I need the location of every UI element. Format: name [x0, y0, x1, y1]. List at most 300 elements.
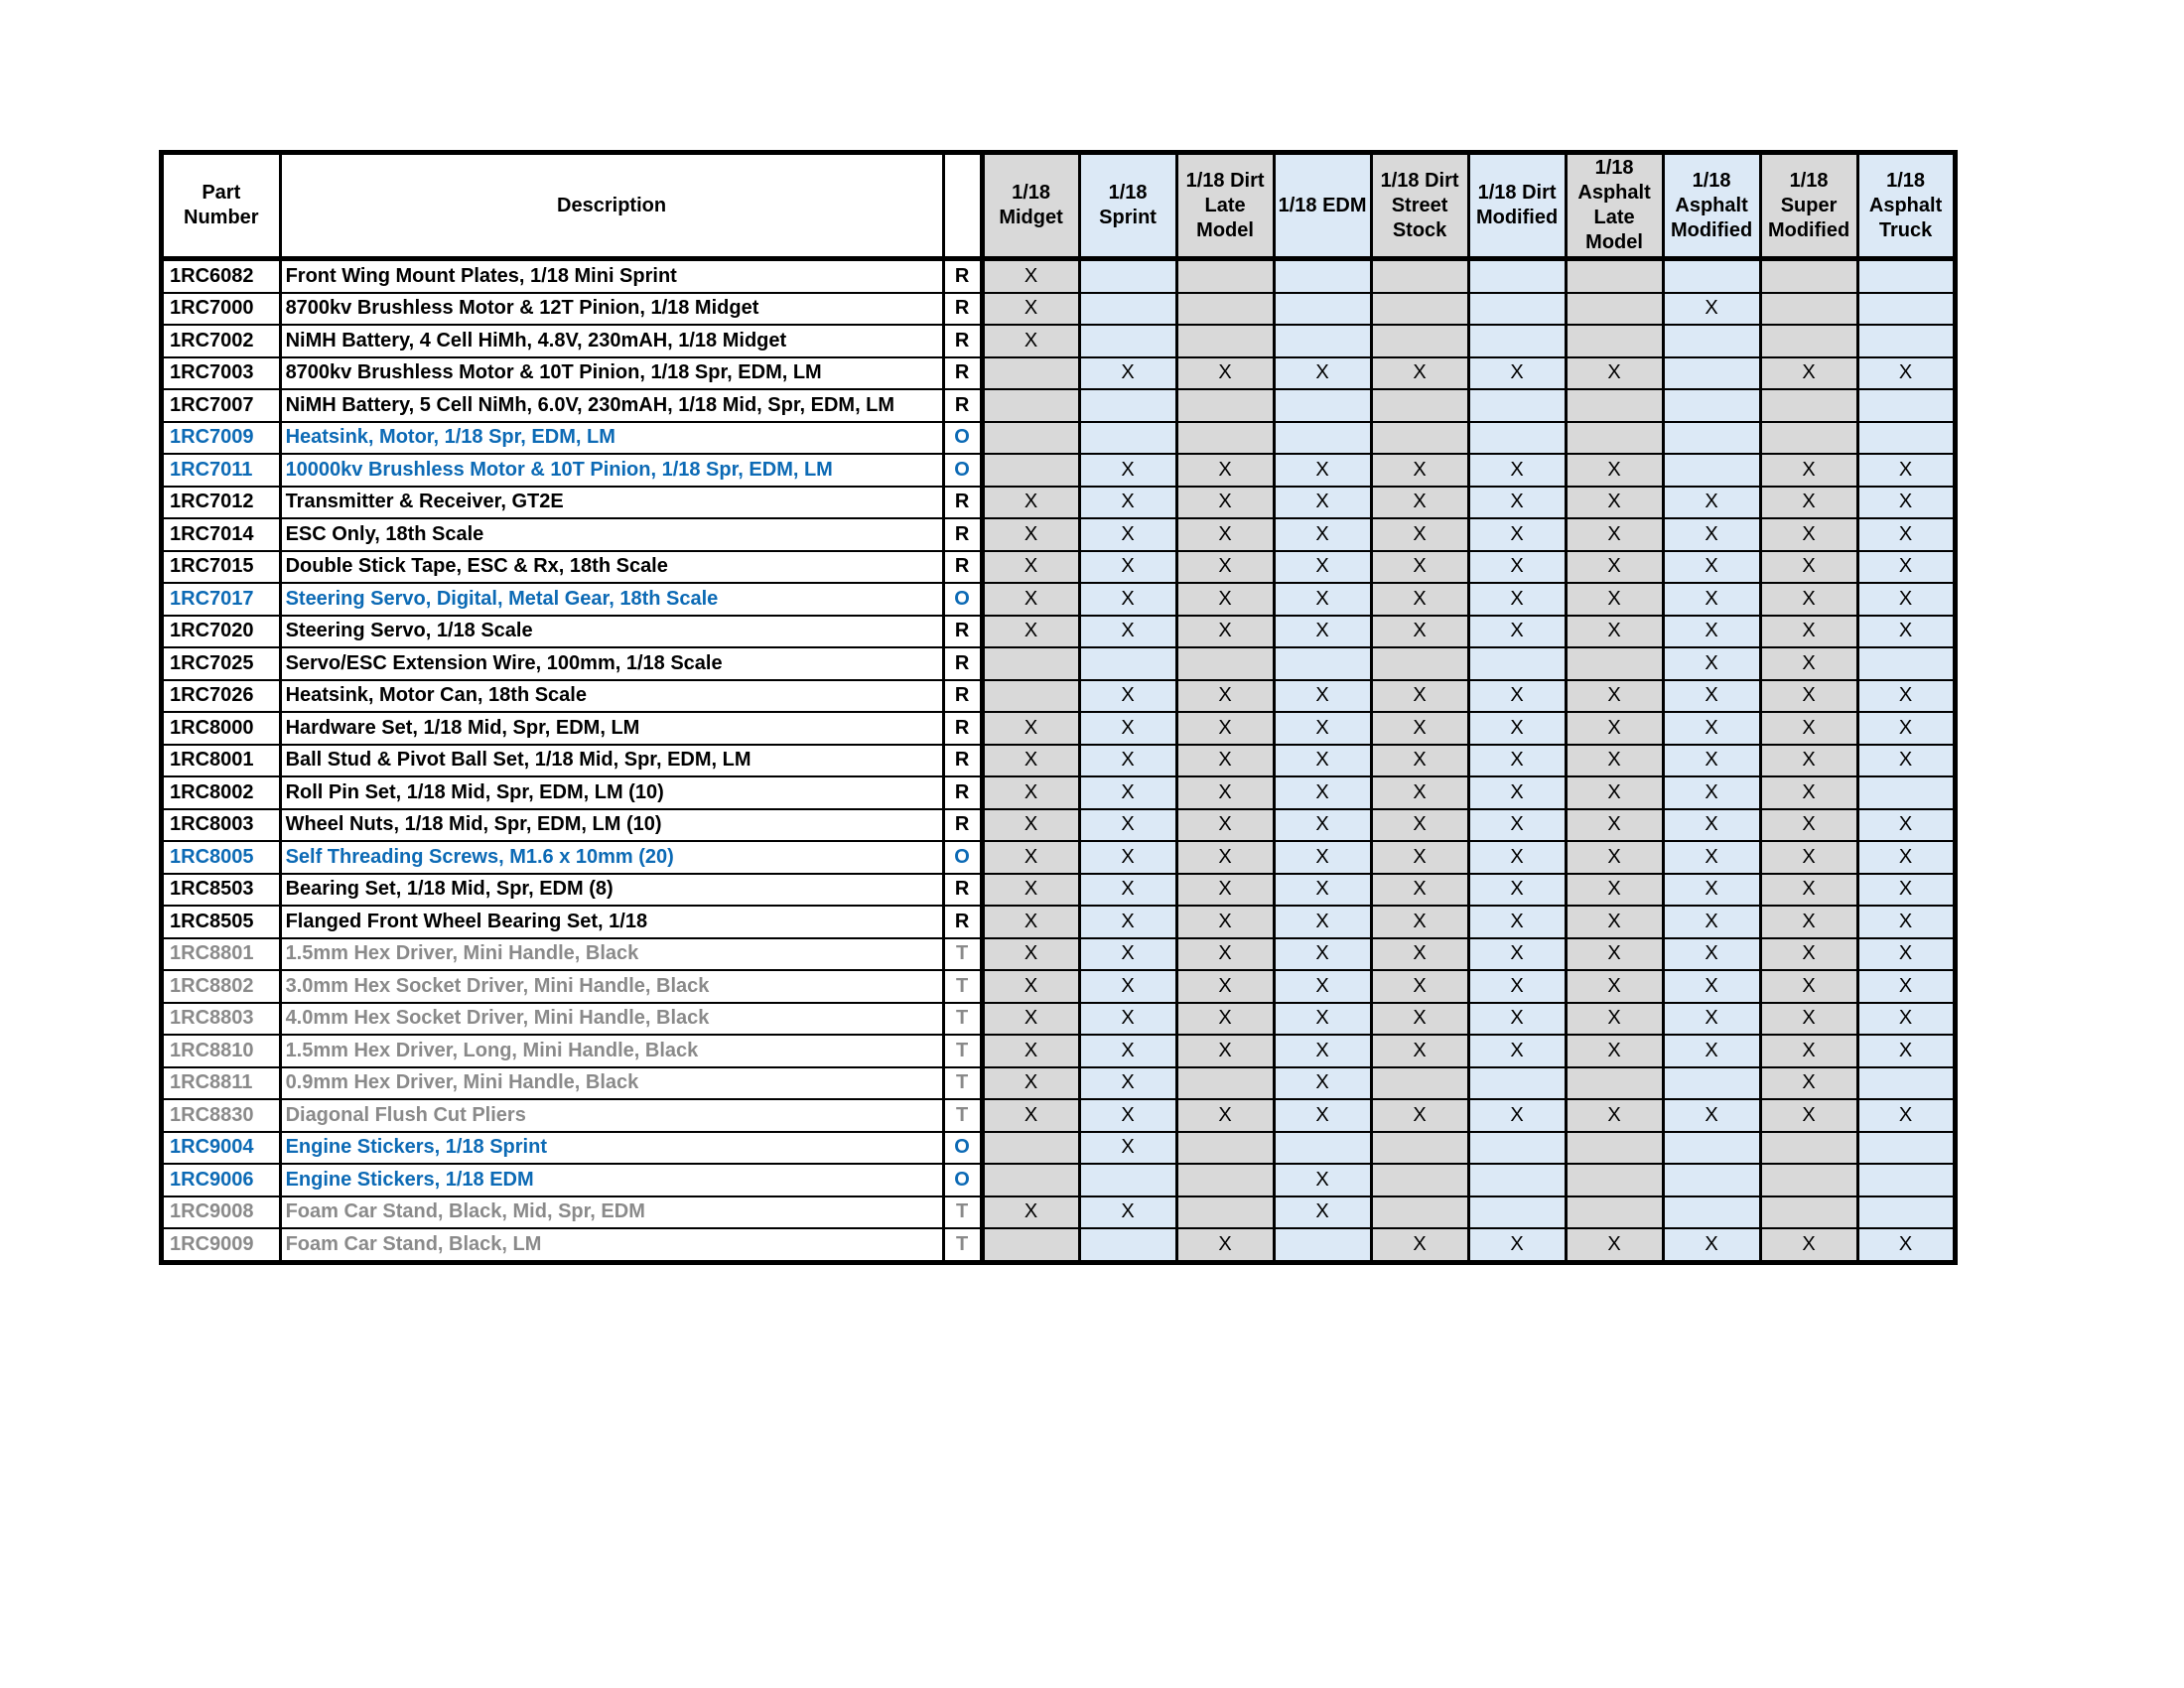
compat-mark-cell: [1468, 1067, 1566, 1100]
part-number-cell: 1RC8803: [162, 1003, 281, 1036]
compat-mark-cell: X: [1274, 1003, 1371, 1036]
compat-mark-cell: X: [1371, 357, 1468, 390]
compat-mark-cell: X: [1468, 583, 1566, 616]
compat-mark-cell: X: [1176, 518, 1274, 551]
compat-mark-cell: X: [1176, 454, 1274, 487]
compat-mark-cell: X: [1274, 776, 1371, 809]
compat-mark-cell: [1371, 422, 1468, 455]
compat-mark-cell: X: [1760, 647, 1857, 680]
compat-mark-cell: X: [1566, 487, 1663, 519]
compat-mark-cell: X: [1663, 616, 1760, 648]
compat-mark-cell: X: [1371, 712, 1468, 745]
header-description: Description: [280, 153, 943, 259]
compat-mark-cell: X: [1857, 583, 1955, 616]
compat-mark-cell: [1566, 1132, 1663, 1165]
compat-mark-cell: X: [1176, 487, 1274, 519]
compat-mark-cell: X: [1663, 647, 1760, 680]
description-cell: 8700kv Brushless Motor & 12T Pinion, 1/18 Midget: [280, 293, 943, 326]
table-body: [162, 259, 1956, 1263]
compat-mark-cell: X: [1079, 487, 1176, 519]
compat-mark-cell: X: [1371, 551, 1468, 584]
compat-mark-cell: X: [1079, 874, 1176, 907]
compat-mark-cell: [982, 1164, 1079, 1196]
compat-mark-cell: X: [1468, 551, 1566, 584]
compat-mark-cell: [982, 680, 1079, 713]
type-code-cell: R: [943, 874, 982, 907]
compat-mark-cell: X: [1079, 616, 1176, 648]
description-cell: 10000kv Brushless Motor & 10T Pinion, 1/18 Spr, EDM, LM: [280, 454, 943, 487]
compat-mark-cell: X: [1760, 583, 1857, 616]
compat-mark-cell: [1274, 293, 1371, 326]
type-code-cell: T: [943, 1003, 982, 1036]
compat-mark-cell: X: [1176, 1003, 1274, 1036]
compat-mark-cell: X: [1857, 551, 1955, 584]
compat-mark-cell: X: [1371, 776, 1468, 809]
table-row: [162, 325, 1956, 357]
compat-mark-cell: X: [1760, 745, 1857, 777]
type-code-cell: T: [943, 1067, 982, 1100]
type-code-cell: T: [943, 938, 982, 971]
compat-mark-cell: [1176, 1132, 1274, 1165]
compat-mark-cell: X: [1079, 357, 1176, 390]
compat-mark-cell: X: [1079, 712, 1176, 745]
compat-mark-cell: X: [1760, 518, 1857, 551]
header-class-1: 1/18 Sprint: [1079, 153, 1176, 259]
compat-mark-cell: X: [1176, 776, 1274, 809]
compat-mark-cell: X: [1079, 809, 1176, 842]
compat-mark-cell: [1857, 776, 1955, 809]
compat-mark-cell: X: [1468, 906, 1566, 938]
type-code-cell: T: [943, 1228, 982, 1262]
compat-mark-cell: X: [1468, 745, 1566, 777]
compat-mark-cell: [1468, 325, 1566, 357]
compat-mark-cell: X: [1274, 487, 1371, 519]
compat-mark-cell: X: [1371, 809, 1468, 842]
table-row: [162, 970, 1956, 1003]
compat-mark-cell: X: [1176, 680, 1274, 713]
part-number-cell: 1RC8001: [162, 745, 281, 777]
compat-mark-cell: X: [1371, 680, 1468, 713]
compat-mark-cell: X: [1760, 1035, 1857, 1067]
description-cell: Steering Servo, Digital, Metal Gear, 18th Scale: [280, 583, 943, 616]
compat-mark-cell: X: [1079, 1003, 1176, 1036]
part-number-cell: 1RC8000: [162, 712, 281, 745]
compat-mark-cell: X: [1079, 454, 1176, 487]
compat-mark-cell: X: [982, 518, 1079, 551]
compat-mark-cell: X: [982, 1035, 1079, 1067]
table-row: [162, 906, 1956, 938]
compat-mark-cell: X: [1274, 551, 1371, 584]
compat-mark-cell: X: [1468, 357, 1566, 390]
compat-mark-cell: X: [1176, 551, 1274, 584]
description-cell: Ball Stud & Pivot Ball Set, 1/18 Mid, Spr, EDM, LM: [280, 745, 943, 777]
part-number-cell: 1RC8810: [162, 1035, 281, 1067]
compat-mark-cell: [1274, 1228, 1371, 1262]
compat-mark-cell: X: [1663, 1003, 1760, 1036]
compat-mark-cell: X: [1468, 454, 1566, 487]
compat-mark-cell: [1857, 389, 1955, 422]
compat-mark-cell: X: [1760, 680, 1857, 713]
compat-mark-cell: X: [1274, 906, 1371, 938]
type-code-cell: R: [943, 293, 982, 326]
compat-mark-cell: [1079, 293, 1176, 326]
compat-mark-cell: [1566, 422, 1663, 455]
compat-mark-cell: [1371, 1196, 1468, 1229]
table-row: [162, 1196, 1956, 1229]
compat-mark-cell: [1857, 1132, 1955, 1165]
compat-mark-cell: X: [1760, 1099, 1857, 1132]
compat-mark-cell: X: [1760, 1003, 1857, 1036]
compat-mark-cell: X: [1566, 1035, 1663, 1067]
compat-mark-cell: X: [1760, 874, 1857, 907]
compat-mark-cell: X: [982, 1196, 1079, 1229]
compat-mark-cell: X: [1857, 518, 1955, 551]
compat-mark-cell: [982, 357, 1079, 390]
compat-mark-cell: X: [1760, 970, 1857, 1003]
compat-mark-cell: X: [982, 809, 1079, 842]
compat-mark-cell: [1274, 647, 1371, 680]
compat-mark-cell: X: [1663, 776, 1760, 809]
compat-mark-cell: [1663, 454, 1760, 487]
table-row: [162, 1228, 1956, 1262]
compat-mark-cell: [1566, 325, 1663, 357]
description-cell: Heatsink, Motor, 1/18 Spr, EDM, LM: [280, 422, 943, 455]
table-row: [162, 874, 1956, 907]
part-number-cell: 1RC7025: [162, 647, 281, 680]
description-cell: 8700kv Brushless Motor & 10T Pinion, 1/18 Spr, EDM, LM: [280, 357, 943, 390]
compat-mark-cell: X: [1274, 1067, 1371, 1100]
compat-mark-cell: X: [1176, 1099, 1274, 1132]
compat-mark-cell: [1371, 293, 1468, 326]
compat-mark-cell: X: [1663, 551, 1760, 584]
part-number-cell: 1RC9006: [162, 1164, 281, 1196]
compat-mark-cell: X: [1566, 1003, 1663, 1036]
compat-mark-cell: X: [1760, 776, 1857, 809]
compat-mark-cell: [1760, 259, 1857, 293]
compat-mark-cell: X: [1857, 938, 1955, 971]
compat-mark-cell: X: [1079, 1196, 1176, 1229]
table-row: [162, 1099, 1956, 1132]
compat-mark-cell: X: [1663, 841, 1760, 874]
description-cell: Hardware Set, 1/18 Mid, Spr, EDM, LM: [280, 712, 943, 745]
compat-mark-cell: [1566, 647, 1663, 680]
header-class-9: 1/18 Asphalt Truck: [1857, 153, 1955, 259]
description-cell: Foam Car Stand, Black, Mid, Spr, EDM: [280, 1196, 943, 1229]
compat-mark-cell: X: [1566, 938, 1663, 971]
compat-mark-cell: X: [1566, 357, 1663, 390]
table-row: [162, 422, 1956, 455]
part-number-cell: 1RC7007: [162, 389, 281, 422]
table-row: [162, 454, 1956, 487]
compat-mark-cell: [1274, 259, 1371, 293]
compat-mark-cell: X: [1371, 906, 1468, 938]
compat-mark-cell: X: [1857, 1228, 1955, 1262]
compat-mark-cell: X: [982, 938, 1079, 971]
part-number-cell: 1RC7017: [162, 583, 281, 616]
part-number-cell: 1RC7011: [162, 454, 281, 487]
compat-mark-cell: X: [1566, 970, 1663, 1003]
compat-mark-cell: [1371, 1164, 1468, 1196]
type-code-cell: R: [943, 551, 982, 584]
part-number-cell: 1RC8811: [162, 1067, 281, 1100]
description-cell: Self Threading Screws, M1.6 x 10mm (20): [280, 841, 943, 874]
compat-mark-cell: [1468, 1196, 1566, 1229]
compat-mark-cell: [1274, 325, 1371, 357]
compat-mark-cell: X: [982, 906, 1079, 938]
compat-mark-cell: X: [982, 776, 1079, 809]
compat-mark-cell: X: [1760, 551, 1857, 584]
compat-mark-cell: X: [1079, 1067, 1176, 1100]
compat-mark-cell: [1176, 422, 1274, 455]
compat-mark-cell: X: [1079, 680, 1176, 713]
type-code-cell: O: [943, 583, 982, 616]
header-class-2: 1/18 Dirt Late Model: [1176, 153, 1274, 259]
compat-mark-cell: X: [1566, 583, 1663, 616]
compat-mark-cell: X: [1857, 616, 1955, 648]
compat-mark-cell: X: [982, 259, 1079, 293]
compat-mark-cell: X: [1663, 938, 1760, 971]
compat-mark-cell: [1274, 389, 1371, 422]
compat-mark-cell: [1760, 1196, 1857, 1229]
type-code-cell: O: [943, 454, 982, 487]
compat-mark-cell: X: [1371, 938, 1468, 971]
compat-mark-cell: X: [1663, 1228, 1760, 1262]
compat-mark-cell: X: [1371, 454, 1468, 487]
compat-mark-cell: [1176, 259, 1274, 293]
compat-mark-cell: X: [1566, 745, 1663, 777]
compat-mark-cell: [1760, 325, 1857, 357]
part-number-cell: 1RC7015: [162, 551, 281, 584]
compat-mark-cell: [1566, 1067, 1663, 1100]
header-class-3: 1/18 EDM: [1274, 153, 1371, 259]
compat-mark-cell: X: [1371, 487, 1468, 519]
compat-mark-cell: [982, 1132, 1079, 1165]
header-class-8: 1/18 Super Modified: [1760, 153, 1857, 259]
header-class-6: 1/18 Asphalt Late Model: [1566, 153, 1663, 259]
description-cell: NiMH Battery, 4 Cell HiMh, 4.8V, 230mAH, 1/18 Midget: [280, 325, 943, 357]
compat-mark-cell: X: [1663, 970, 1760, 1003]
compat-mark-cell: X: [982, 745, 1079, 777]
part-number-cell: 1RC7026: [162, 680, 281, 713]
compat-mark-cell: [1176, 1164, 1274, 1196]
compat-mark-cell: [982, 454, 1079, 487]
compat-mark-cell: [1663, 389, 1760, 422]
compat-mark-cell: X: [1468, 1035, 1566, 1067]
compat-mark-cell: [1371, 325, 1468, 357]
compat-mark-cell: X: [1371, 1035, 1468, 1067]
part-number-cell: 1RC9008: [162, 1196, 281, 1229]
compat-mark-cell: X: [1857, 487, 1955, 519]
compat-mark-cell: [982, 647, 1079, 680]
description-cell: Steering Servo, 1/18 Scale: [280, 616, 943, 648]
compat-mark-cell: [982, 389, 1079, 422]
description-cell: Engine Stickers, 1/18 Sprint: [280, 1132, 943, 1165]
compat-mark-cell: [1857, 422, 1955, 455]
compat-mark-cell: X: [1760, 1228, 1857, 1262]
compat-mark-cell: [1468, 1164, 1566, 1196]
table-row: [162, 487, 1956, 519]
compat-mark-cell: X: [1566, 616, 1663, 648]
table-row: [162, 259, 1956, 293]
compat-mark-cell: X: [1371, 518, 1468, 551]
part-number-cell: 1RC7014: [162, 518, 281, 551]
compat-mark-cell: X: [1566, 874, 1663, 907]
type-code-cell: R: [943, 809, 982, 842]
compat-mark-cell: X: [1371, 1099, 1468, 1132]
description-cell: Servo/ESC Extension Wire, 100mm, 1/18 Scale: [280, 647, 943, 680]
description-cell: 1.5mm Hex Driver, Long, Mini Handle, Black: [280, 1035, 943, 1067]
table-row: [162, 680, 1956, 713]
compat-mark-cell: [1176, 293, 1274, 326]
type-code-cell: T: [943, 970, 982, 1003]
compat-mark-cell: X: [1857, 1099, 1955, 1132]
compat-mark-cell: X: [1663, 906, 1760, 938]
table-row: [162, 1067, 1956, 1100]
compat-mark-cell: [1176, 647, 1274, 680]
compat-mark-cell: [1274, 1132, 1371, 1165]
compat-mark-cell: [1079, 1164, 1176, 1196]
description-cell: Front Wing Mount Plates, 1/18 Mini Sprint: [280, 259, 943, 293]
compat-mark-cell: X: [1857, 1035, 1955, 1067]
compat-mark-cell: X: [1468, 1003, 1566, 1036]
compat-mark-cell: X: [1274, 616, 1371, 648]
compat-mark-cell: [1663, 1164, 1760, 1196]
compat-mark-cell: X: [1566, 1228, 1663, 1262]
compat-mark-cell: X: [1760, 357, 1857, 390]
description-cell: Bearing Set, 1/18 Mid, Spr, EDM (8): [280, 874, 943, 907]
compat-mark-cell: [1079, 259, 1176, 293]
type-code-cell: R: [943, 616, 982, 648]
compat-mark-cell: X: [982, 325, 1079, 357]
type-code-cell: R: [943, 487, 982, 519]
compat-mark-cell: [1371, 1132, 1468, 1165]
compat-mark-cell: X: [1176, 841, 1274, 874]
compat-mark-cell: X: [1663, 583, 1760, 616]
part-number-cell: 1RC8002: [162, 776, 281, 809]
compat-mark-cell: X: [1566, 776, 1663, 809]
compat-mark-cell: [1857, 325, 1955, 357]
compat-mark-cell: X: [1274, 680, 1371, 713]
table-row: [162, 1003, 1956, 1036]
compat-mark-cell: X: [1566, 906, 1663, 938]
description-cell: Heatsink, Motor Can, 18th Scale: [280, 680, 943, 713]
compat-mark-cell: X: [1663, 487, 1760, 519]
compat-mark-cell: X: [1663, 809, 1760, 842]
compat-mark-cell: X: [1857, 874, 1955, 907]
compat-mark-cell: X: [1176, 712, 1274, 745]
type-code-cell: T: [943, 1099, 982, 1132]
description-cell: Flanged Front Wheel Bearing Set, 1/18: [280, 906, 943, 938]
type-code-cell: R: [943, 259, 982, 293]
part-number-cell: 1RC8801: [162, 938, 281, 971]
compat-mark-cell: X: [1176, 616, 1274, 648]
table-row: [162, 1132, 1956, 1165]
part-number-cell: 1RC8802: [162, 970, 281, 1003]
compat-mark-cell: X: [1274, 357, 1371, 390]
compat-mark-cell: X: [1468, 841, 1566, 874]
compat-mark-cell: X: [1274, 583, 1371, 616]
compat-mark-cell: X: [1857, 357, 1955, 390]
compat-mark-cell: X: [1760, 712, 1857, 745]
compat-mark-cell: X: [1274, 712, 1371, 745]
compat-mark-cell: X: [1468, 487, 1566, 519]
compat-mark-cell: X: [1176, 1035, 1274, 1067]
compat-mark-cell: X: [1857, 906, 1955, 938]
type-code-cell: O: [943, 1132, 982, 1165]
compat-mark-cell: X: [1663, 680, 1760, 713]
table-row: [162, 745, 1956, 777]
part-number-cell: 1RC8505: [162, 906, 281, 938]
header-class-7: 1/18 Asphalt Modified: [1663, 153, 1760, 259]
compat-mark-cell: X: [982, 487, 1079, 519]
compat-mark-cell: X: [1371, 1003, 1468, 1036]
compat-mark-cell: [1371, 1067, 1468, 1100]
compat-mark-cell: X: [1079, 776, 1176, 809]
table-row: [162, 647, 1956, 680]
part-number-cell: 1RC8003: [162, 809, 281, 842]
compat-mark-cell: [1176, 1067, 1274, 1100]
compat-mark-cell: [982, 422, 1079, 455]
compat-mark-cell: X: [1468, 874, 1566, 907]
compat-mark-cell: X: [1079, 970, 1176, 1003]
table-row: [162, 518, 1956, 551]
compat-mark-cell: X: [1079, 745, 1176, 777]
description-cell: Foam Car Stand, Black, LM: [280, 1228, 943, 1262]
compat-mark-cell: X: [1468, 1228, 1566, 1262]
compat-mark-cell: X: [1079, 1035, 1176, 1067]
compat-mark-cell: [1566, 259, 1663, 293]
compat-mark-cell: X: [1663, 745, 1760, 777]
compat-mark-cell: X: [982, 583, 1079, 616]
compat-mark-cell: X: [1371, 616, 1468, 648]
part-number-cell: 1RC8830: [162, 1099, 281, 1132]
compat-mark-cell: [1566, 1164, 1663, 1196]
compat-mark-cell: X: [1079, 1099, 1176, 1132]
compat-mark-cell: X: [1274, 1164, 1371, 1196]
compat-mark-cell: X: [1468, 680, 1566, 713]
compat-mark-cell: X: [982, 712, 1079, 745]
compat-mark-cell: X: [1468, 938, 1566, 971]
compat-mark-cell: [1079, 325, 1176, 357]
compat-mark-cell: [1176, 389, 1274, 422]
compat-mark-cell: X: [1857, 680, 1955, 713]
compat-mark-cell: [1663, 1196, 1760, 1229]
compat-mark-cell: X: [982, 841, 1079, 874]
compat-mark-cell: X: [1274, 454, 1371, 487]
compat-mark-cell: [1079, 389, 1176, 422]
compat-mark-cell: [1371, 647, 1468, 680]
compat-mark-cell: X: [982, 970, 1079, 1003]
compat-mark-cell: X: [1857, 841, 1955, 874]
part-number-cell: 1RC7003: [162, 357, 281, 390]
description-cell: 4.0mm Hex Socket Driver, Mini Handle, Black: [280, 1003, 943, 1036]
header-class-0: 1/18 Midget: [982, 153, 1079, 259]
compat-mark-cell: X: [1274, 970, 1371, 1003]
compat-mark-cell: X: [1371, 874, 1468, 907]
compat-mark-cell: X: [1079, 518, 1176, 551]
table-row: [162, 1035, 1956, 1067]
compat-mark-cell: [1566, 389, 1663, 422]
compat-mark-cell: [1663, 325, 1760, 357]
compat-mark-cell: X: [1760, 809, 1857, 842]
compat-mark-cell: X: [1663, 712, 1760, 745]
compat-mark-cell: X: [1857, 454, 1955, 487]
compat-mark-cell: X: [1468, 809, 1566, 842]
table-row: [162, 938, 1956, 971]
compat-mark-cell: [1760, 422, 1857, 455]
compat-mark-cell: [1468, 422, 1566, 455]
table-row: [162, 551, 1956, 584]
